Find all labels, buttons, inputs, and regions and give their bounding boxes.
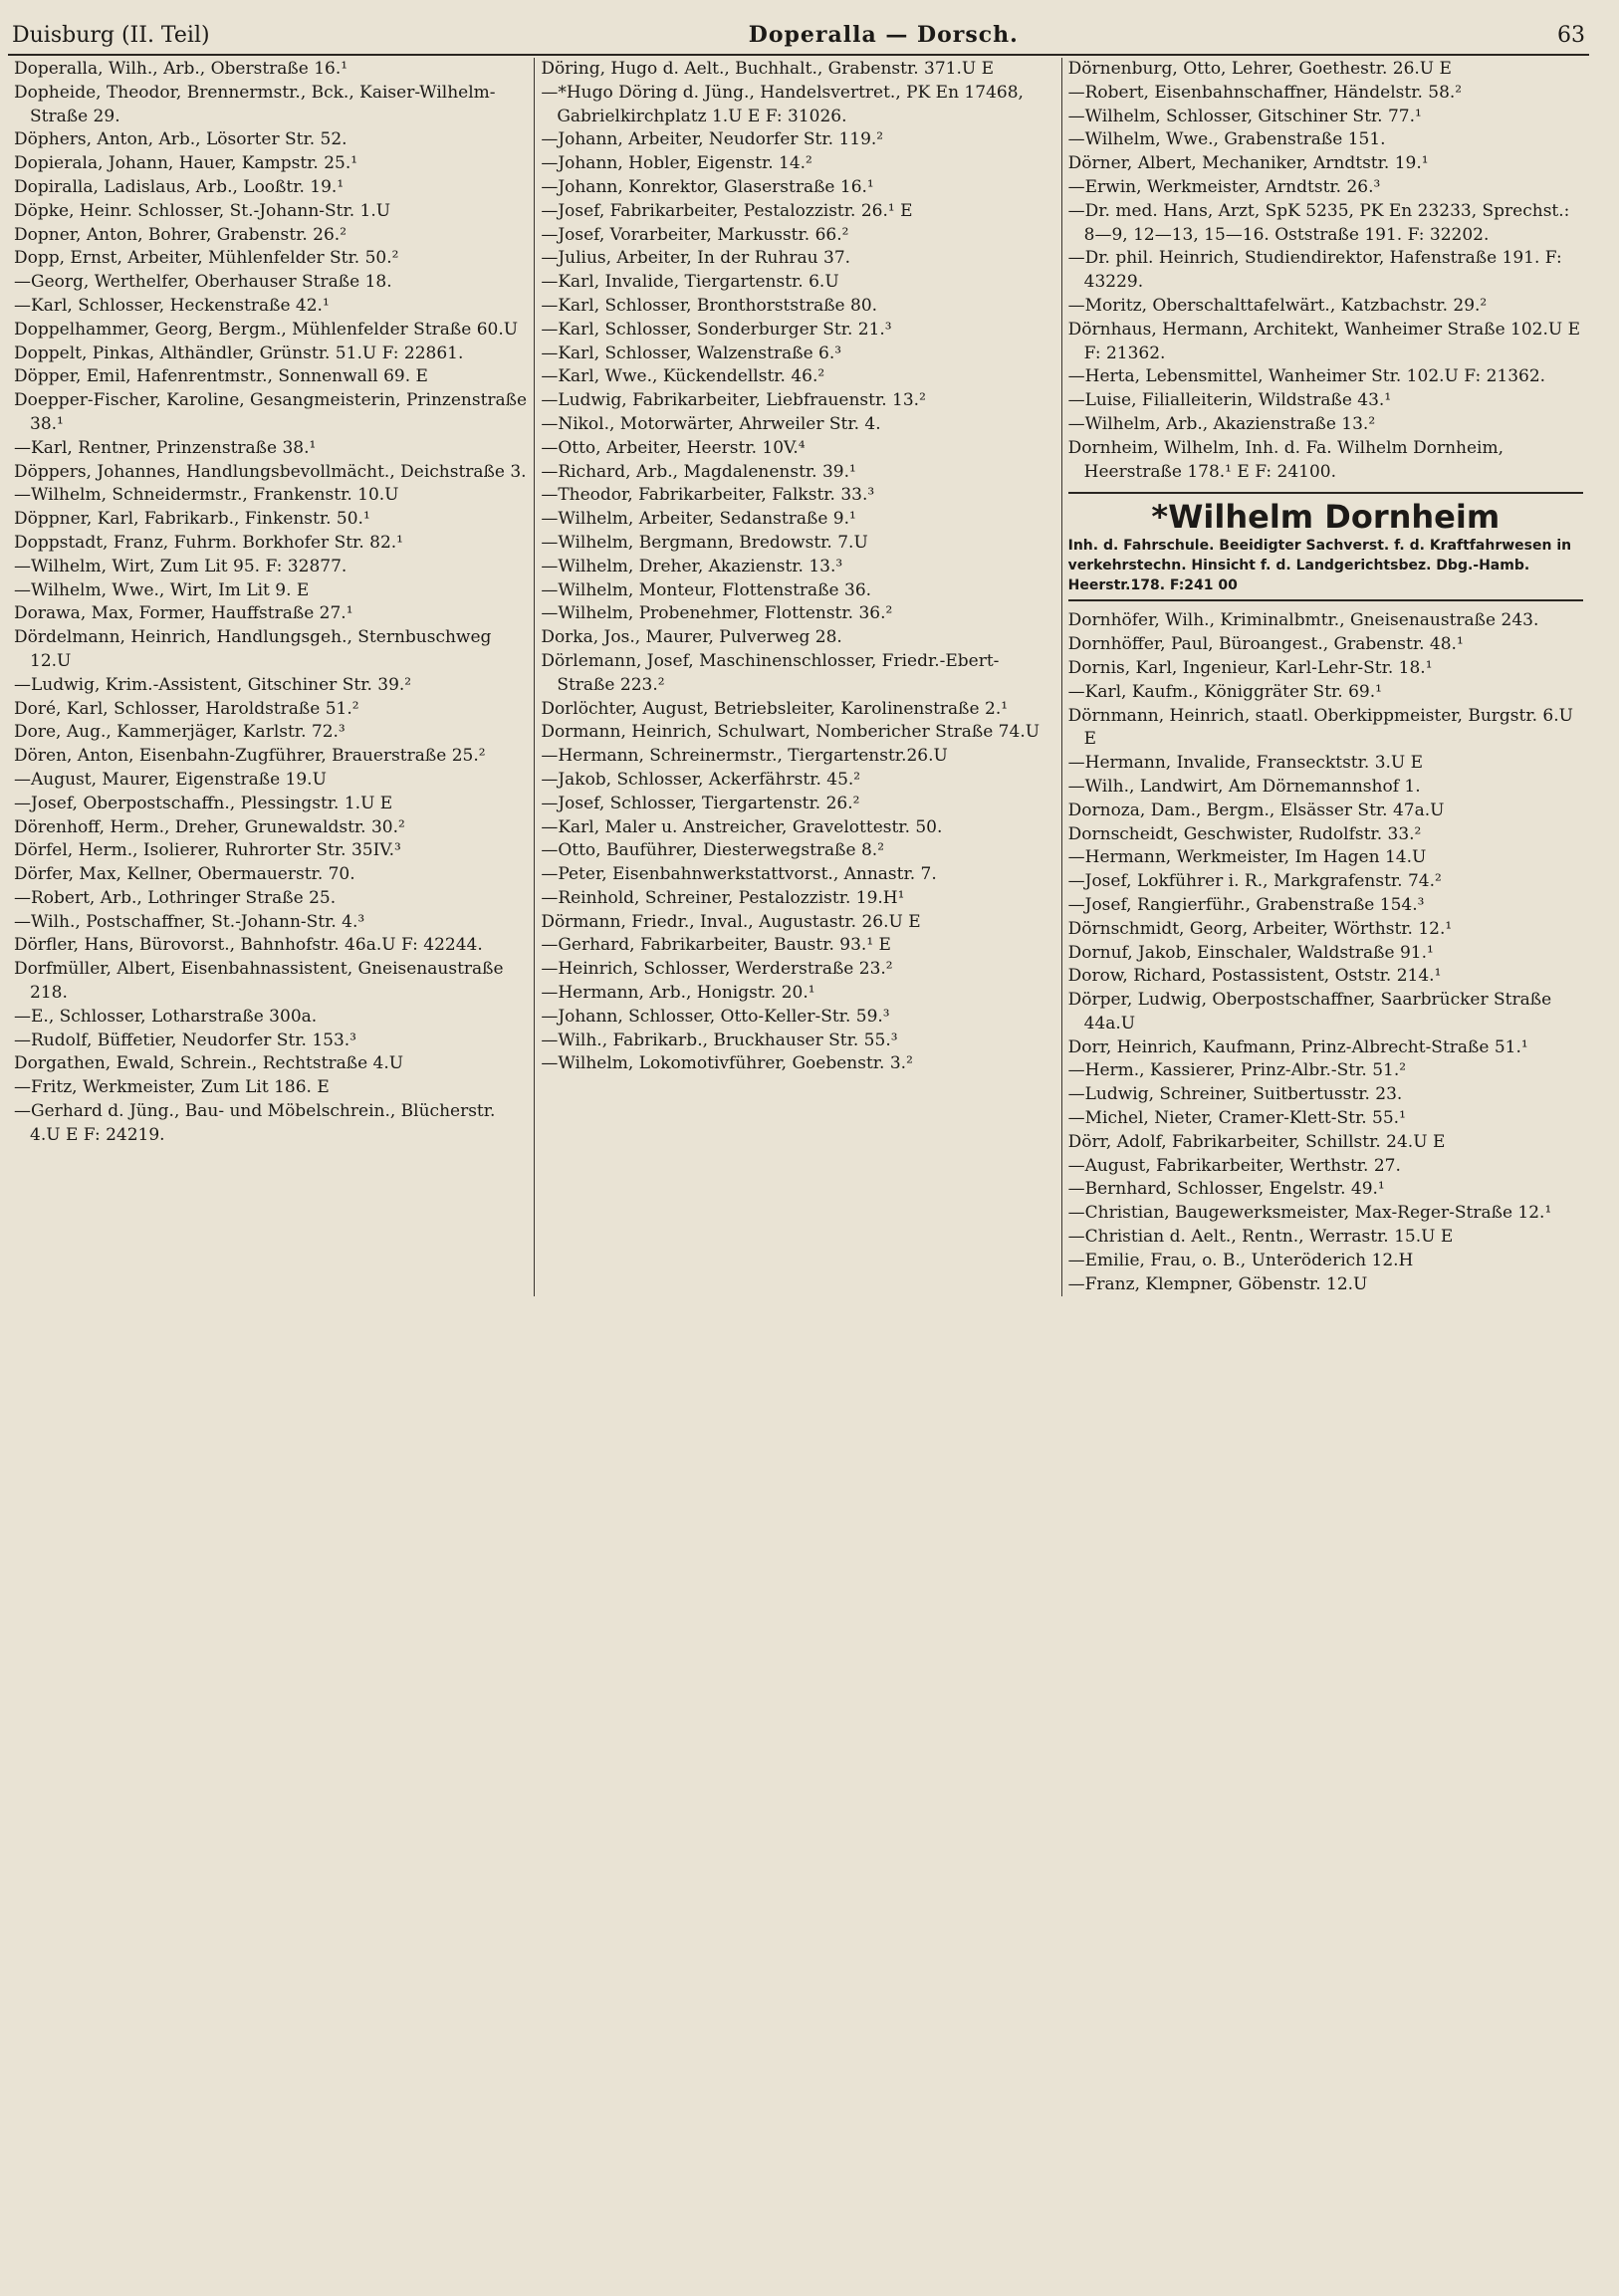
directory-entry: —Hermann, Invalide, Fransecktstr. 3.U E (1067, 753, 1424, 774)
directory-entry: —Dr. med. Hans, Arzt, SpK 5235, PK En 23233, Sprechst.: 8—9, 12—13, 15—16. Oststraße 191. F: 32202. (1067, 200, 1570, 245)
directory-entry: —Theodor, Fabrikarbeiter, Falkstr. 33.³ (541, 485, 875, 506)
directory-entry: —August, Maurer, Eigenstraße 19.U (14, 769, 327, 790)
directory-entry: —Wilhelm, Dreher, Akazienstr. 13.³ (541, 556, 843, 576)
directory-entry: Döppers, Johannes, Handlungsbevollmächt., Deichstraße 3. (14, 461, 527, 482)
directory-entry: Dore, Aug., Kammerjäger, Karlstr. 72.³ (14, 722, 346, 743)
directory-entry: Dorgathen, Ewald, Schrein., Rechtstraße 4.U (14, 1053, 404, 1074)
directory-entry: Dörfler, Hans, Bürovorst., Bahnhofstr. 46a.U F: 42244. (14, 935, 483, 956)
directory-entry: —Johann, Konrektor, Glaserstraße 16.¹ (541, 176, 874, 197)
directory-entry: —Hermann, Werkmeister, Im Hagen 14.U (1067, 847, 1427, 868)
directory-entry: —*Hugo Döring d. Jüng., Handelsvertret., PK En 17468, Gabrielkirchplatz 1.U E F: 31026. (541, 82, 1024, 126)
directory-entry: —Johann, Arbeiter, Neudorfer Str. 119.² (541, 129, 884, 150)
directory-entry: Döring, Hugo d. Aelt., Buchhalt., Grabenstr. 371.U E (541, 59, 995, 79)
directory-entry: Dormann, Heinrich, Schulwart, Nombericher Straße 74.U (541, 722, 1041, 743)
directory-entry: —Herta, Lebensmittel, Wanheimer Str. 102.U F: 21362. (1067, 366, 1546, 387)
directory-entry: Dornoza, Dam., Bergm., Elsässer Str. 47a.U (1067, 800, 1445, 820)
directory-entry: Doppelhammer, Georg, Bergm., Mühlenfelder Straße 60.U (14, 319, 519, 340)
directory-entry: Dörmann, Friedr., Inval., Augustastr. 26.U E (541, 911, 921, 932)
directory-entry: Dorfmüller, Albert, Eisenbahnassistent, Gneisenaustraße 218. (14, 959, 504, 1004)
directory-entry: Dörnhaus, Hermann, Architekt, Wanheimer Straße 102.U E F: 21362. (1067, 319, 1581, 363)
directory-entry: —Herm., Kassierer, Prinz-Albr.-Str. 51.² (1067, 1060, 1407, 1081)
directory-entry: Dörenhoff, Herm., Dreher, Grunewaldstr. 30.² (14, 816, 405, 837)
directory-entry: —Wilhelm, Arb., Akazienstraße 13.² (1067, 413, 1376, 434)
directory-entry: Doppstadt, Franz, Fuhrm. Borkhofer Str. 82.¹ (14, 532, 403, 553)
directory-entry: Dopp, Ernst, Arbeiter, Mühlenfelder Str. 50.² (14, 248, 399, 269)
directory-entry: —Rudolf, Büffetier, Neudorfer Str. 153.³ (14, 1030, 356, 1050)
page-number: 63 (1557, 23, 1585, 48)
directory-entry: Dornhöfer, Wilh., Kriminalbmtr., Gneisenaustraße 243. (1067, 610, 1539, 631)
directory-entry: —Luise, Filialleiterin, Wildstraße 43.¹ (1067, 390, 1392, 411)
directory-entry: —Wilhelm, Wwe., Grabenstraße 151. (1067, 129, 1386, 150)
directory-entry: —Richard, Arb., Magdalenenstr. 39.¹ (541, 461, 856, 482)
directory-entry: —Robert, Arb., Lothringer Straße 25. (14, 887, 337, 908)
directory-entry: Dopner, Anton, Bohrer, Grabenstr. 26.² (14, 224, 347, 245)
directory-entry: —Bernhard, Schlosser, Engelstr. 49.¹ (1067, 1179, 1385, 1200)
column-3-top (1068, 58, 1583, 484)
directory-entry: —Erwin, Werkmeister, Arndtstr. 26.³ (1067, 176, 1381, 197)
directory-entry: —Wilhelm, Schneidermstr., Frankenstr. 10.U (14, 485, 399, 506)
directory-entry: —Hermann, Schreinermstr., Tiergartenstr.26.U (541, 746, 948, 767)
directory-entry: Doepper-Fischer, Karoline, Gesangmeisterin, Prinzenstraße 38.¹ (14, 390, 528, 434)
directory-entry: Dornscheidt, Geschwister, Rudolfstr. 33.² (1067, 823, 1422, 844)
column-2 (535, 58, 1061, 1296)
directory-entry: —Josef, Fabrikarbeiter, Pestalozzistr. 26.¹ E (541, 200, 913, 221)
directory-entry: Dörfel, Herm., Isolierer, Ruhrorter Str. 35IV.³ (14, 840, 401, 861)
directory-entry: —Wilhelm, Probenehmer, Flottenstr. 36.² (541, 603, 893, 624)
directory-entry: Dorr, Heinrich, Kaufmann, Prinz-Albrecht-Straße 51.¹ (1067, 1036, 1528, 1057)
directory-entry: —Nikol., Motorwärter, Ahrweiler Str. 4. (541, 413, 881, 434)
directory-entry: Döppner, Karl, Fabrikarb., Finkenstr. 50.¹ (14, 509, 370, 530)
directory-entry: —Josef, Rangierführ., Grabenstraße 154.³ (1067, 894, 1425, 915)
directory-entry: —Ludwig, Fabrikarbeiter, Liebfrauenstr. 13.² (541, 390, 926, 411)
directory-entry: Dorlöchter, August, Betriebsleiter, Karolinenstraße 2.¹ (541, 698, 1009, 719)
directory-entry: —Karl, Schlosser, Sonderburger Str. 21.³ (541, 319, 892, 340)
directory-entry: —Gerhard d. Jüng., Bau- und Möbelschrein., Blücherstr. 4.U E F: 24219. (14, 1101, 496, 1145)
directory-entry: —Wilh., Fabrikarb., Bruckhauser Str. 55.³ (541, 1030, 898, 1050)
directory-entry: —E., Schlosser, Lotharstraße 300a. (14, 1006, 318, 1027)
directory-entry: Doppelt, Pinkas, Althändler, Grünstr. 51.U F: 22861. (14, 343, 464, 363)
directory-entry: —Georg, Werthelfer, Oberhauser Straße 18. (14, 272, 392, 293)
directory-entry: —Josef, Lokführer i. R., Markgrafenstr. 74.² (1067, 871, 1442, 892)
directory-entry: Dorka, Jos., Maurer, Pulverweg 28. (541, 627, 842, 648)
header-title: Doperalla — Dorsch. (748, 22, 1019, 48)
directory-entry: Dornuf, Jakob, Einschaler, Waldstraße 91.¹ (1067, 942, 1434, 963)
column-1 (8, 58, 535, 1296)
directory-entry: —August, Fabrikarbeiter, Werthstr. 27. (1067, 1155, 1401, 1176)
directory-entry: —Karl, Rentner, Prinzenstraße 38.¹ (14, 437, 317, 458)
directory-entry: —Christian d. Aelt., Rentn., Werrastr. 15.U E (1067, 1227, 1454, 1248)
directory-entry: —Moritz, Oberschalttafelwärt., Katzbachstr. 29.² (1067, 295, 1488, 316)
directory-entry: Dorow, Richard, Postassistent, Oststr. 214.¹ (1067, 966, 1442, 987)
directory-entry: —Karl, Maler u. Anstreicher, Gravelottestr. 50. (541, 816, 943, 837)
directory-entry: —Karl, Invalide, Tiergartenstr. 6.U (541, 272, 839, 293)
directory-entry: —Fritz, Werkmeister, Zum Lit 186. E (14, 1077, 330, 1098)
directory-entry: —Wilhelm, Lokomotivführer, Goebenstr. 3.² (541, 1053, 913, 1074)
directory-entry: —Wilhelm, Arbeiter, Sedanstraße 9.¹ (541, 509, 856, 530)
page-header (8, 22, 1589, 56)
directory-entry: Dörnschmidt, Georg, Arbeiter, Wörthstr. 12.¹ (1067, 918, 1453, 939)
directory-entry: —Gerhard, Fabrikarbeiter, Baustr. 93.¹ E (541, 935, 891, 956)
directory-entry: —Heinrich, Schlosser, Werderstraße 23.² (541, 959, 893, 980)
directory-entry: —Otto, Bauführer, Diesterwegstraße 8.² (541, 840, 885, 861)
directory-entry: —Wilh., Postschaffner, St.-Johann-Str. 4.³ (14, 911, 365, 932)
directory-entry: —Karl, Schlosser, Walzenstraße 6.³ (541, 343, 842, 363)
directory-entry: Dornhöffer, Paul, Büroangest., Grabenstr. 48.¹ (1067, 634, 1464, 655)
directory-entry: —Karl, Schlosser, Heckenstraße 42.¹ (14, 295, 330, 316)
directory-entry: —Karl, Schlosser, Bronthorststraße 80. (541, 295, 878, 316)
directory-entry: Dördelmann, Heinrich, Handlungsgeh., Sternbuschweg 12.U (14, 627, 492, 671)
directory-entry: —Dr. phil. Heinrich, Studiendirektor, Hafenstraße 191. F: 43229. (1067, 248, 1562, 293)
directory-entry: Döphers, Anton, Arb., Lösorter Str. 52. (14, 129, 347, 150)
directory-entry: —Johann, Hobler, Eigenstr. 14.² (541, 153, 812, 174)
directory-entry: Doperalla, Wilh., Arb., Oberstraße 16.¹ (14, 59, 348, 79)
directory-entry: —Wilhelm, Wwe., Wirt, Im Lit 9. E (14, 579, 310, 600)
directory-entry: —Karl, Kaufm., Königgräter Str. 69.¹ (1067, 681, 1382, 702)
directory-entry: Dopheide, Theodor, Brennermstr., Bck., Kaiser-Wilhelm-Straße 29. (14, 82, 496, 126)
directory-entry: Dörfer, Max, Kellner, Obermauerstr. 70. (14, 864, 355, 885)
ad-title: *Wilhelm Dornheim (1151, 498, 1501, 537)
directory-entry: —Johann, Schlosser, Otto-Keller-Str. 59.³ (541, 1006, 890, 1027)
directory-entry: —Wilhelm, Schlosser, Gitschiner Str. 77.¹ (1067, 106, 1422, 126)
directory-entry: —Robert, Eisenbahnschaffner, Händelstr. 58.² (1067, 82, 1463, 103)
directory-entry: —Wilhelm, Bergmann, Bredowstr. 7.U (541, 532, 868, 553)
directory-entry: —Emilie, Frau, o. B., Unteröderich 12.H (1067, 1250, 1414, 1270)
directory-entry: Dopierala, Johann, Hauer, Kampstr. 25.¹ (14, 153, 358, 174)
directory-columns (8, 58, 1589, 1296)
directory-entry: —Franz, Klempner, Göbenstr. 12.U (1067, 1273, 1368, 1294)
directory-entry: —Karl, Wwe., Kückendellstr. 46.² (541, 366, 825, 387)
directory-entry: Dörnmann, Heinrich, staatl. Oberkippmeister, Burgstr. 6.U E (1067, 705, 1573, 750)
directory-entry: Dörner, Albert, Mechaniker, Arndtstr. 19.¹ (1067, 153, 1429, 174)
directory-entry: Doré, Karl, Schlosser, Haroldstraße 51.² (14, 698, 359, 719)
directory-entry: Dörnenburg, Otto, Lehrer, Goethestr. 26.U E (1067, 59, 1452, 79)
directory-entry: Dornheim, Wilhelm, Inh. d. Fa. Wilhelm Dornheim, Heerstraße 178.¹ E F: 24100. (1067, 437, 1503, 482)
directory-entry: Döpper, Emil, Hafenrentmstr., Sonnenwall 69. E (14, 366, 428, 387)
ad-text: Inh. d. Fahrschule. Beeidigter Sachverst. f. d. Kraftfahrwesen in verkehrstechn. Hinsicht f. d. Landgerichtsbez. Dbg.-Hamb. Heerstr.178. F:241 00 (1067, 538, 1572, 594)
directory-entry: —Wilh., Landwirt, Am Dörnemannshof 1. (1067, 776, 1421, 797)
directory-entry: —Reinhold, Schreiner, Pestalozzistr. 19.H¹ (541, 887, 905, 908)
directory-entry: —Michel, Nieter, Cramer-Klett-Str. 55.¹ (1067, 1108, 1406, 1129)
directory-entry: —Josef, Vorarbeiter, Markusstr. 66.² (541, 224, 849, 245)
directory-entry: —Josef, Oberpostschaffn., Plessingstr. 1.U E (14, 793, 393, 813)
directory-entry: Dopiralla, Ladislaus, Arb., Looßtr. 19.¹ (14, 176, 345, 197)
directory-entry: —Christian, Baugewerksmeister, Max-Reger-Straße 12.¹ (1067, 1203, 1552, 1224)
directory-entry: Dörr, Adolf, Fabrikarbeiter, Schillstr. 24.U E (1067, 1131, 1446, 1152)
directory-entry: —Jakob, Schlosser, Ackerfährstr. 45.² (541, 769, 861, 790)
advertisement (1068, 492, 1583, 601)
directory-entry: —Ludwig, Krim.-Assistent, Gitschiner Str. 39.² (14, 674, 412, 695)
header-left: Duisburg (II. Teil) (12, 23, 210, 48)
directory-entry: Dören, Anton, Eisenbahn-Zugführer, Brauerstraße 25.² (14, 746, 486, 767)
directory-entry: —Hermann, Arb., Honigstr. 20.¹ (541, 983, 815, 1004)
directory-entry: Dornis, Karl, Ingenieur, Karl-Lehr-Str. 18.¹ (1067, 657, 1433, 678)
directory-entry: —Ludwig, Schreiner, Suitbertusstr. 23. (1067, 1084, 1403, 1105)
directory-entry: —Josef, Schlosser, Tiergartenstr. 26.² (541, 793, 860, 813)
column-3-bottom (1068, 609, 1583, 1296)
directory-entry: —Wilhelm, Wirt, Zum Lit 95. F: 32877. (14, 556, 347, 576)
directory-entry: —Wilhelm, Monteur, Flottenstraße 36. (541, 579, 872, 600)
directory-entry: —Otto, Arbeiter, Heerstr. 10V.⁴ (541, 437, 806, 458)
directory-entry: Dorawa, Max, Former, Hauffstraße 27.¹ (14, 603, 353, 624)
column-3 (1062, 58, 1589, 1296)
directory-entry: Dörper, Ludwig, Oberpostschaffner, Saarbrücker Straße 44a.U (1067, 990, 1552, 1033)
directory-entry: —Julius, Arbeiter, In der Ruhrau 37. (541, 248, 851, 269)
directory-entry: —Peter, Eisenbahnwerkstattvorst., Annastr. 7. (541, 864, 937, 885)
directory-entry: Döpke, Heinr. Schlosser, St.-Johann-Str. 1.U (14, 200, 391, 221)
directory-entry: Dörlemann, Josef, Maschinenschlosser, Friedr.-Ebert-Straße 223.² (541, 650, 1000, 695)
